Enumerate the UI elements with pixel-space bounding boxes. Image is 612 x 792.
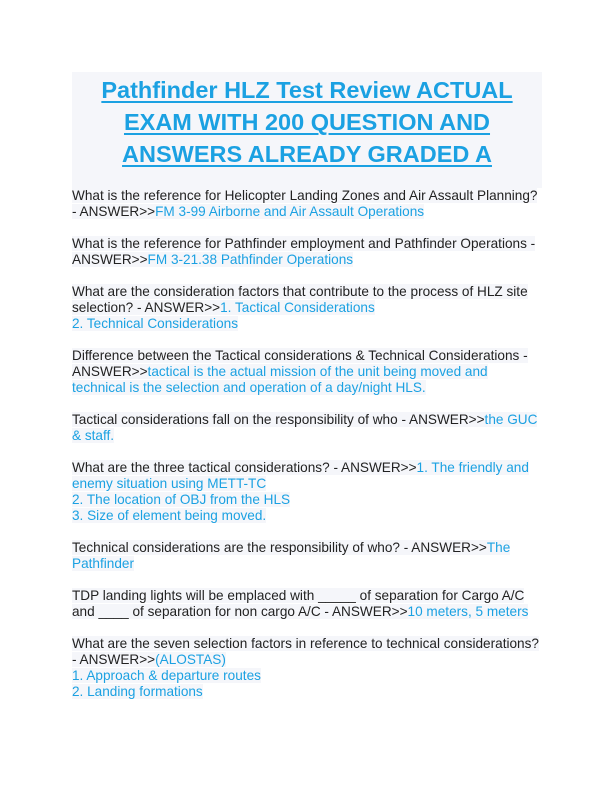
qa-list bbox=[72, 188, 542, 700]
answer-marker: - ANSWER>> bbox=[72, 348, 528, 379]
answer-marker: - ANSWER>> bbox=[72, 236, 536, 267]
answer-text: FM 3-99 Airborne and Air Assault Operations bbox=[155, 204, 425, 219]
document-title[interactable]: Pathfinder HLZ Test Review ACTUAL EXAM WITH 200 QUESTION AND ANSWERS ALREADY GRADED A bbox=[101, 77, 513, 167]
answer-text: 1. Approach & departure routes bbox=[72, 668, 261, 683]
document-page bbox=[72, 72, 542, 716]
qa-item bbox=[72, 188, 542, 220]
qa-item bbox=[72, 636, 542, 700]
answer-text: 2. Landing formations bbox=[72, 684, 203, 699]
answer-marker: - ANSWER>> bbox=[397, 412, 485, 427]
answer-text: 2. The location of OBJ from the HLS bbox=[72, 492, 291, 507]
answer-marker: - ANSWER>> bbox=[399, 540, 487, 555]
question-text: Difference between the Tactical considerations & Technical Considerations bbox=[72, 348, 520, 363]
question-text: What are the seven selection factors in reference to technical considerations? bbox=[72, 636, 539, 651]
title-box bbox=[72, 72, 542, 188]
answer-text: (ALOSTAS) bbox=[155, 652, 226, 667]
question-text: What are the consideration factors that contribute to the process of HLZ site selection? bbox=[72, 284, 528, 315]
question-text: What are the three tactical considerations? bbox=[72, 460, 330, 475]
answer-text: 3. Size of element being moved. bbox=[72, 508, 267, 523]
qa-item bbox=[72, 588, 542, 620]
answer-marker: - ANSWER>> bbox=[320, 604, 408, 619]
answer-marker: - ANSWER>> bbox=[72, 204, 156, 219]
answer-text: 1. Tactical Considerations bbox=[220, 300, 375, 315]
answer-text: 1. The friendly and enemy situation using METT-TC bbox=[72, 460, 529, 491]
question-text: TDP landing lights will be emplaced with _____ of separation for Cargo A/C and ____ of separation for non cargo A/C bbox=[72, 588, 525, 619]
answer-marker: - ANSWER>> bbox=[133, 300, 221, 315]
answer-text: the GUC & staff. bbox=[72, 412, 538, 443]
question-text: What is the reference for Pathfinder employment and Pathfinder Operations bbox=[72, 236, 527, 251]
answer-marker: - ANSWER>> bbox=[329, 460, 417, 475]
qa-item bbox=[72, 540, 542, 572]
qa-item bbox=[72, 460, 542, 524]
qa-item bbox=[72, 284, 542, 332]
answer-text: FM 3-21.38 Pathfinder Operations bbox=[147, 252, 354, 267]
qa-item bbox=[72, 236, 542, 268]
answer-text: The Pathfinder bbox=[72, 540, 511, 571]
answer-marker: - ANSWER>> bbox=[72, 652, 156, 667]
question-text: What is the reference for Helicopter Landing Zones and Air Assault Planning? bbox=[72, 188, 538, 203]
qa-item bbox=[72, 348, 542, 396]
answer-text: 2. Technical Considerations bbox=[72, 316, 238, 331]
question-text: Technical considerations are the responsibility of who? bbox=[72, 540, 400, 555]
answer-text: 10 meters, 5 meters bbox=[407, 604, 529, 619]
answer-text: tactical is the actual mission of the unit being moved and technical is the selection and operation of a day/night HLS. bbox=[72, 364, 488, 395]
question-text: Tactical considerations fall on the responsibility of who bbox=[72, 412, 398, 427]
qa-item bbox=[72, 412, 542, 444]
